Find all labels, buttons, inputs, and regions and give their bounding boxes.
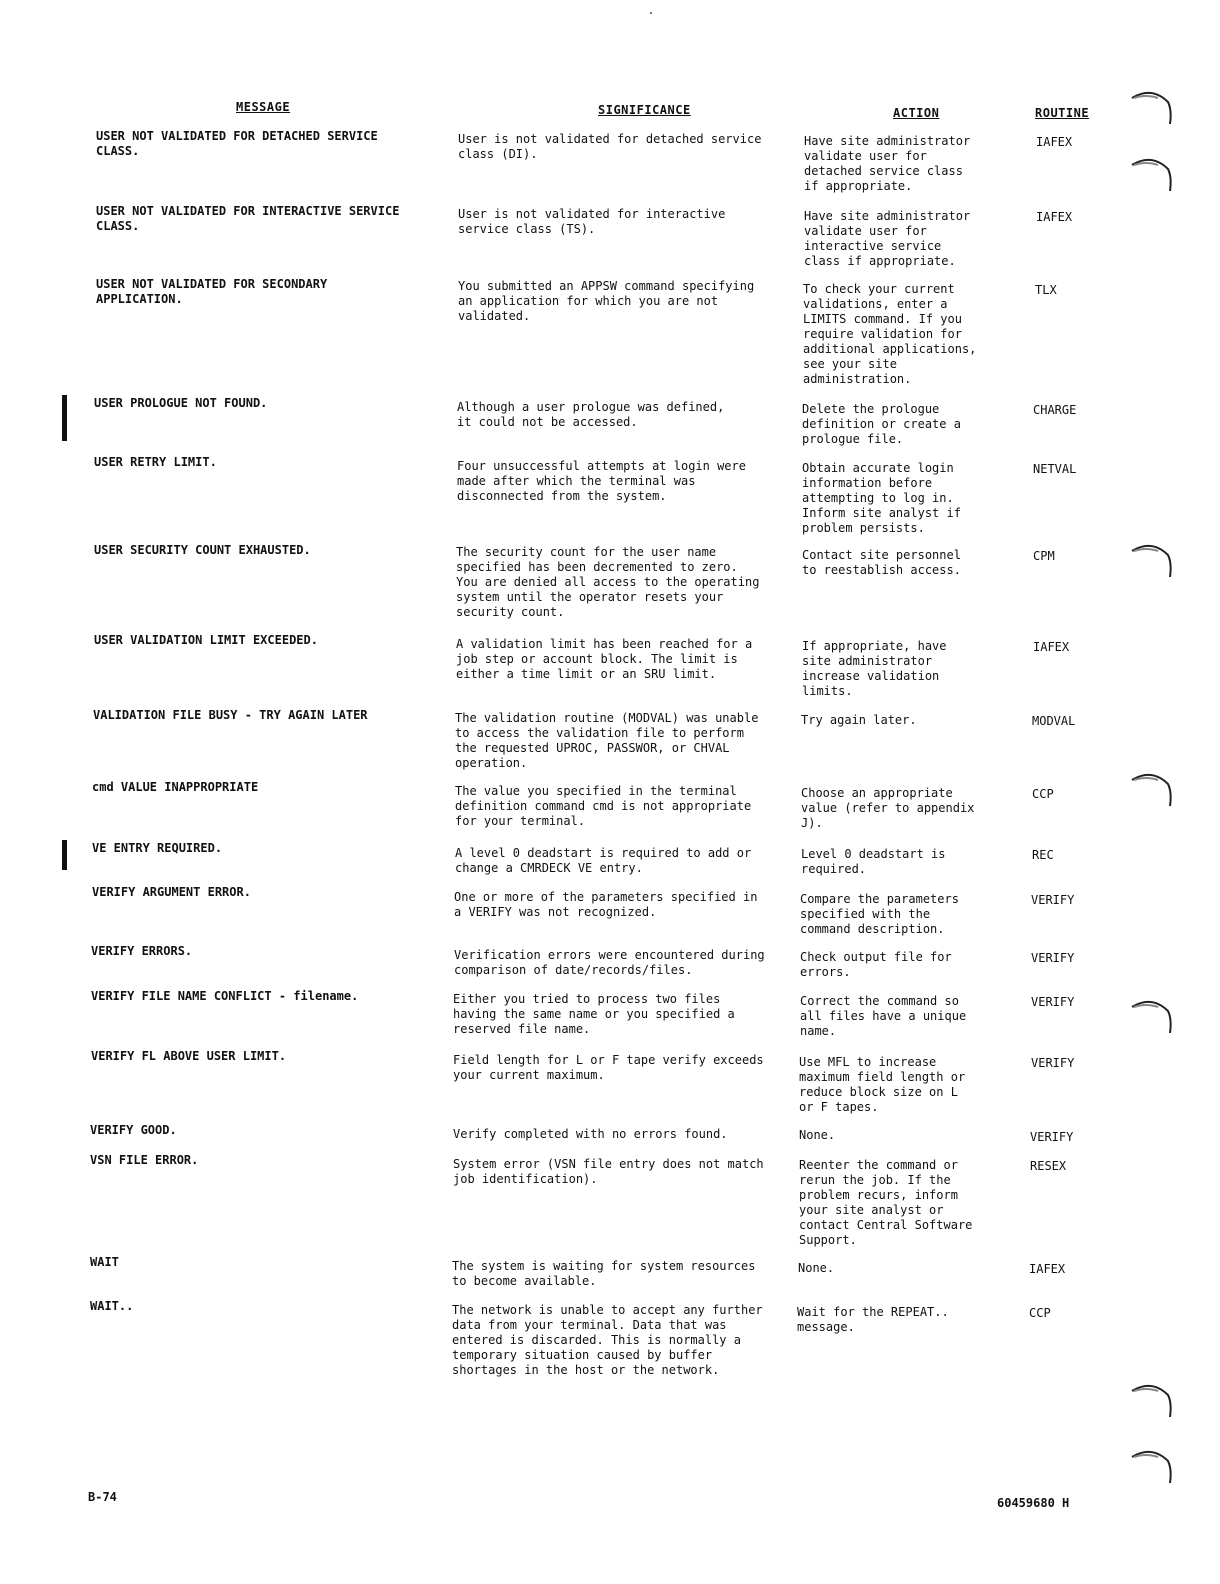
routine-text: CHARGE <box>1033 403 1077 417</box>
message-text: USER NOT VALIDATED FOR DETACHED SERVICE CLASS. <box>96 129 378 158</box>
action-text: Level 0 deadstart is required. <box>801 847 946 876</box>
binder-hole-mark <box>1128 88 1174 134</box>
document-number: 60459680 H <box>997 1496 1070 1510</box>
significance-text: User is not validated for detached service class (DI). <box>458 132 762 161</box>
significance-text: The value you specified in the terminal definition command cmd is not appropriate for your terminal. <box>455 784 752 828</box>
page-number: B-74 <box>88 1490 117 1504</box>
action-text: Try again later. <box>801 713 917 727</box>
action-text: Delete the prologue definition or create a prologue file. <box>802 402 961 446</box>
action-text: Contact site personnel to reestablish access. <box>802 548 961 577</box>
binder-hole-mark <box>1128 997 1174 1043</box>
significance-text: One or more of the parameters specified in a VERIFY was not recognized. <box>454 890 758 919</box>
action-text: Wait for the REPEAT.. message. <box>797 1305 949 1334</box>
message-text: VERIFY FL ABOVE USER LIMIT. <box>91 1049 287 1063</box>
action-text: Check output file for errors. <box>800 950 952 979</box>
message-text: USER SECURITY COUNT EXHAUSTED. <box>94 543 311 557</box>
action-text: Compare the parameters specified with the command description. <box>800 892 959 936</box>
action-text: If appropriate, have site administrator increase validation limits. <box>802 639 947 698</box>
significance-text: You submitted an APPSW command specifying an application for which you are not validated. <box>458 279 755 323</box>
significance-text: User is not validated for interactive service class (TS). <box>458 207 726 236</box>
significance-text: Either you tried to process two files having the same name or you specified a reserved file name. <box>453 992 735 1036</box>
message-text: USER PROLOGUE NOT FOUND. <box>94 396 268 410</box>
change-bar <box>62 840 67 870</box>
action-text: Choose an appropriate value (refer to appendix J). <box>801 786 975 830</box>
message-text: USER NOT VALIDATED FOR INTERACTIVE SERVICE CLASS. <box>96 204 400 233</box>
header-action: ACTION <box>893 106 940 120</box>
significance-text: Four unsuccessful attempts at login were made after which the terminal was disconnected from the system. <box>457 459 746 503</box>
message-text: VALIDATION FILE BUSY - TRY AGAIN LATER <box>93 708 368 722</box>
message-text: WAIT <box>90 1255 119 1269</box>
significance-text: The network is unable to accept any further data from your terminal. Data that was entered is discarded. This is normally a temporary situation caused by buffer shortages in the host or the network. <box>452 1303 763 1377</box>
routine-text: VERIFY <box>1031 951 1075 965</box>
action-text: Reenter the command or rerun the job. If the problem recurs, inform your site analyst or contact Central Software Support. <box>799 1158 973 1247</box>
action-text: Correct the command so all files have a unique name. <box>800 994 967 1038</box>
action-text: To check your current validations, enter a LIMITS command. If you require validation for additional applications, see your site administration. <box>803 282 977 386</box>
message-text: VSN FILE ERROR. <box>90 1153 199 1167</box>
routine-text: VERIFY <box>1031 893 1075 907</box>
header-message: MESSAGE <box>236 100 291 114</box>
significance-text: The system is waiting for system resources to become available. <box>452 1259 756 1288</box>
message-text: VERIFY ARGUMENT ERROR. <box>92 885 251 899</box>
message-text: VERIFY GOOD. <box>90 1123 177 1137</box>
binder-hole-mark <box>1128 541 1174 587</box>
routine-text: NETVAL <box>1033 462 1077 476</box>
binder-hole-mark <box>1128 1381 1174 1427</box>
message-text: VERIFY FILE NAME CONFLICT - filename. <box>91 989 359 1003</box>
action-text: None. <box>798 1261 835 1275</box>
message-text: VE ENTRY REQUIRED. <box>92 841 223 855</box>
significance-text: Verification errors were encountered during comparison of date/records/files. <box>454 948 765 977</box>
routine-text: VERIFY <box>1030 1130 1074 1144</box>
binder-hole-mark <box>1128 1447 1174 1493</box>
significance-text: A validation limit has been reached for a job step or account block. The limit is either a time limit or an SRU limit. <box>456 637 753 681</box>
binder-hole-mark <box>1128 155 1174 201</box>
action-text: Have site administrator validate user for detached service class if appropriate. <box>804 134 971 193</box>
routine-text: CCP <box>1029 1306 1051 1320</box>
significance-text: The security count for the user name specified has been decremented to zero. You are denied all access to the operating system until the operator resets your security count. <box>456 545 760 619</box>
message-text: USER RETRY LIMIT. <box>94 455 217 469</box>
routine-text: REC <box>1032 848 1054 862</box>
significance-text: Although a user prologue was defined, it could not be accessed. <box>457 400 725 429</box>
significance-text: A level 0 deadstart is required to add or change a CMRDECK VE entry. <box>455 846 752 875</box>
significance-text: Verify completed with no errors found. <box>453 1127 728 1141</box>
message-text: USER VALIDATION LIMIT EXCEEDED. <box>94 633 318 647</box>
routine-text: IAFEX <box>1033 640 1070 654</box>
routine-text: MODVAL <box>1032 714 1076 728</box>
routine-text: VERIFY <box>1031 995 1075 1009</box>
scan-speck <box>650 12 652 14</box>
routine-text: IAFEX <box>1029 1262 1066 1276</box>
action-text: None. <box>799 1128 836 1142</box>
change-bar <box>62 395 67 441</box>
message-text: VERIFY ERRORS. <box>91 944 193 958</box>
routine-text: CPM <box>1033 549 1055 563</box>
binder-hole-mark <box>1128 770 1174 816</box>
routine-text: VERIFY <box>1031 1056 1075 1070</box>
message-text: USER NOT VALIDATED FOR SECONDARY APPLICATION. <box>96 277 328 306</box>
routine-text: TLX <box>1035 283 1057 297</box>
significance-text: The validation routine (MODVAL) was unable to access the validation file to perform the requested UPROC, PASSWOR, or CHVAL operation. <box>455 711 759 770</box>
message-text: cmd VALUE INAPPROPRIATE <box>92 780 259 794</box>
routine-text: RESEX <box>1030 1159 1067 1173</box>
message-text: WAIT.. <box>90 1299 134 1313</box>
routine-text: CCP <box>1032 787 1054 801</box>
significance-text: Field length for L or F tape verify exceeds your current maximum. <box>453 1053 764 1082</box>
header-significance: SIGNIFICANCE <box>598 103 691 117</box>
header-routine: ROUTINE <box>1035 106 1090 120</box>
action-text: Have site administrator validate user for interactive service class if appropriate. <box>804 209 971 268</box>
action-text: Use MFL to increase maximum field length or reduce block size on L or F tapes. <box>799 1055 966 1114</box>
significance-text: System error (VSN file entry does not match job identification). <box>453 1157 764 1186</box>
action-text: Obtain accurate login information before attempting to log in. Inform site analyst if problem persists. <box>802 461 961 535</box>
routine-text: IAFEX <box>1036 210 1073 224</box>
routine-text: IAFEX <box>1036 135 1073 149</box>
